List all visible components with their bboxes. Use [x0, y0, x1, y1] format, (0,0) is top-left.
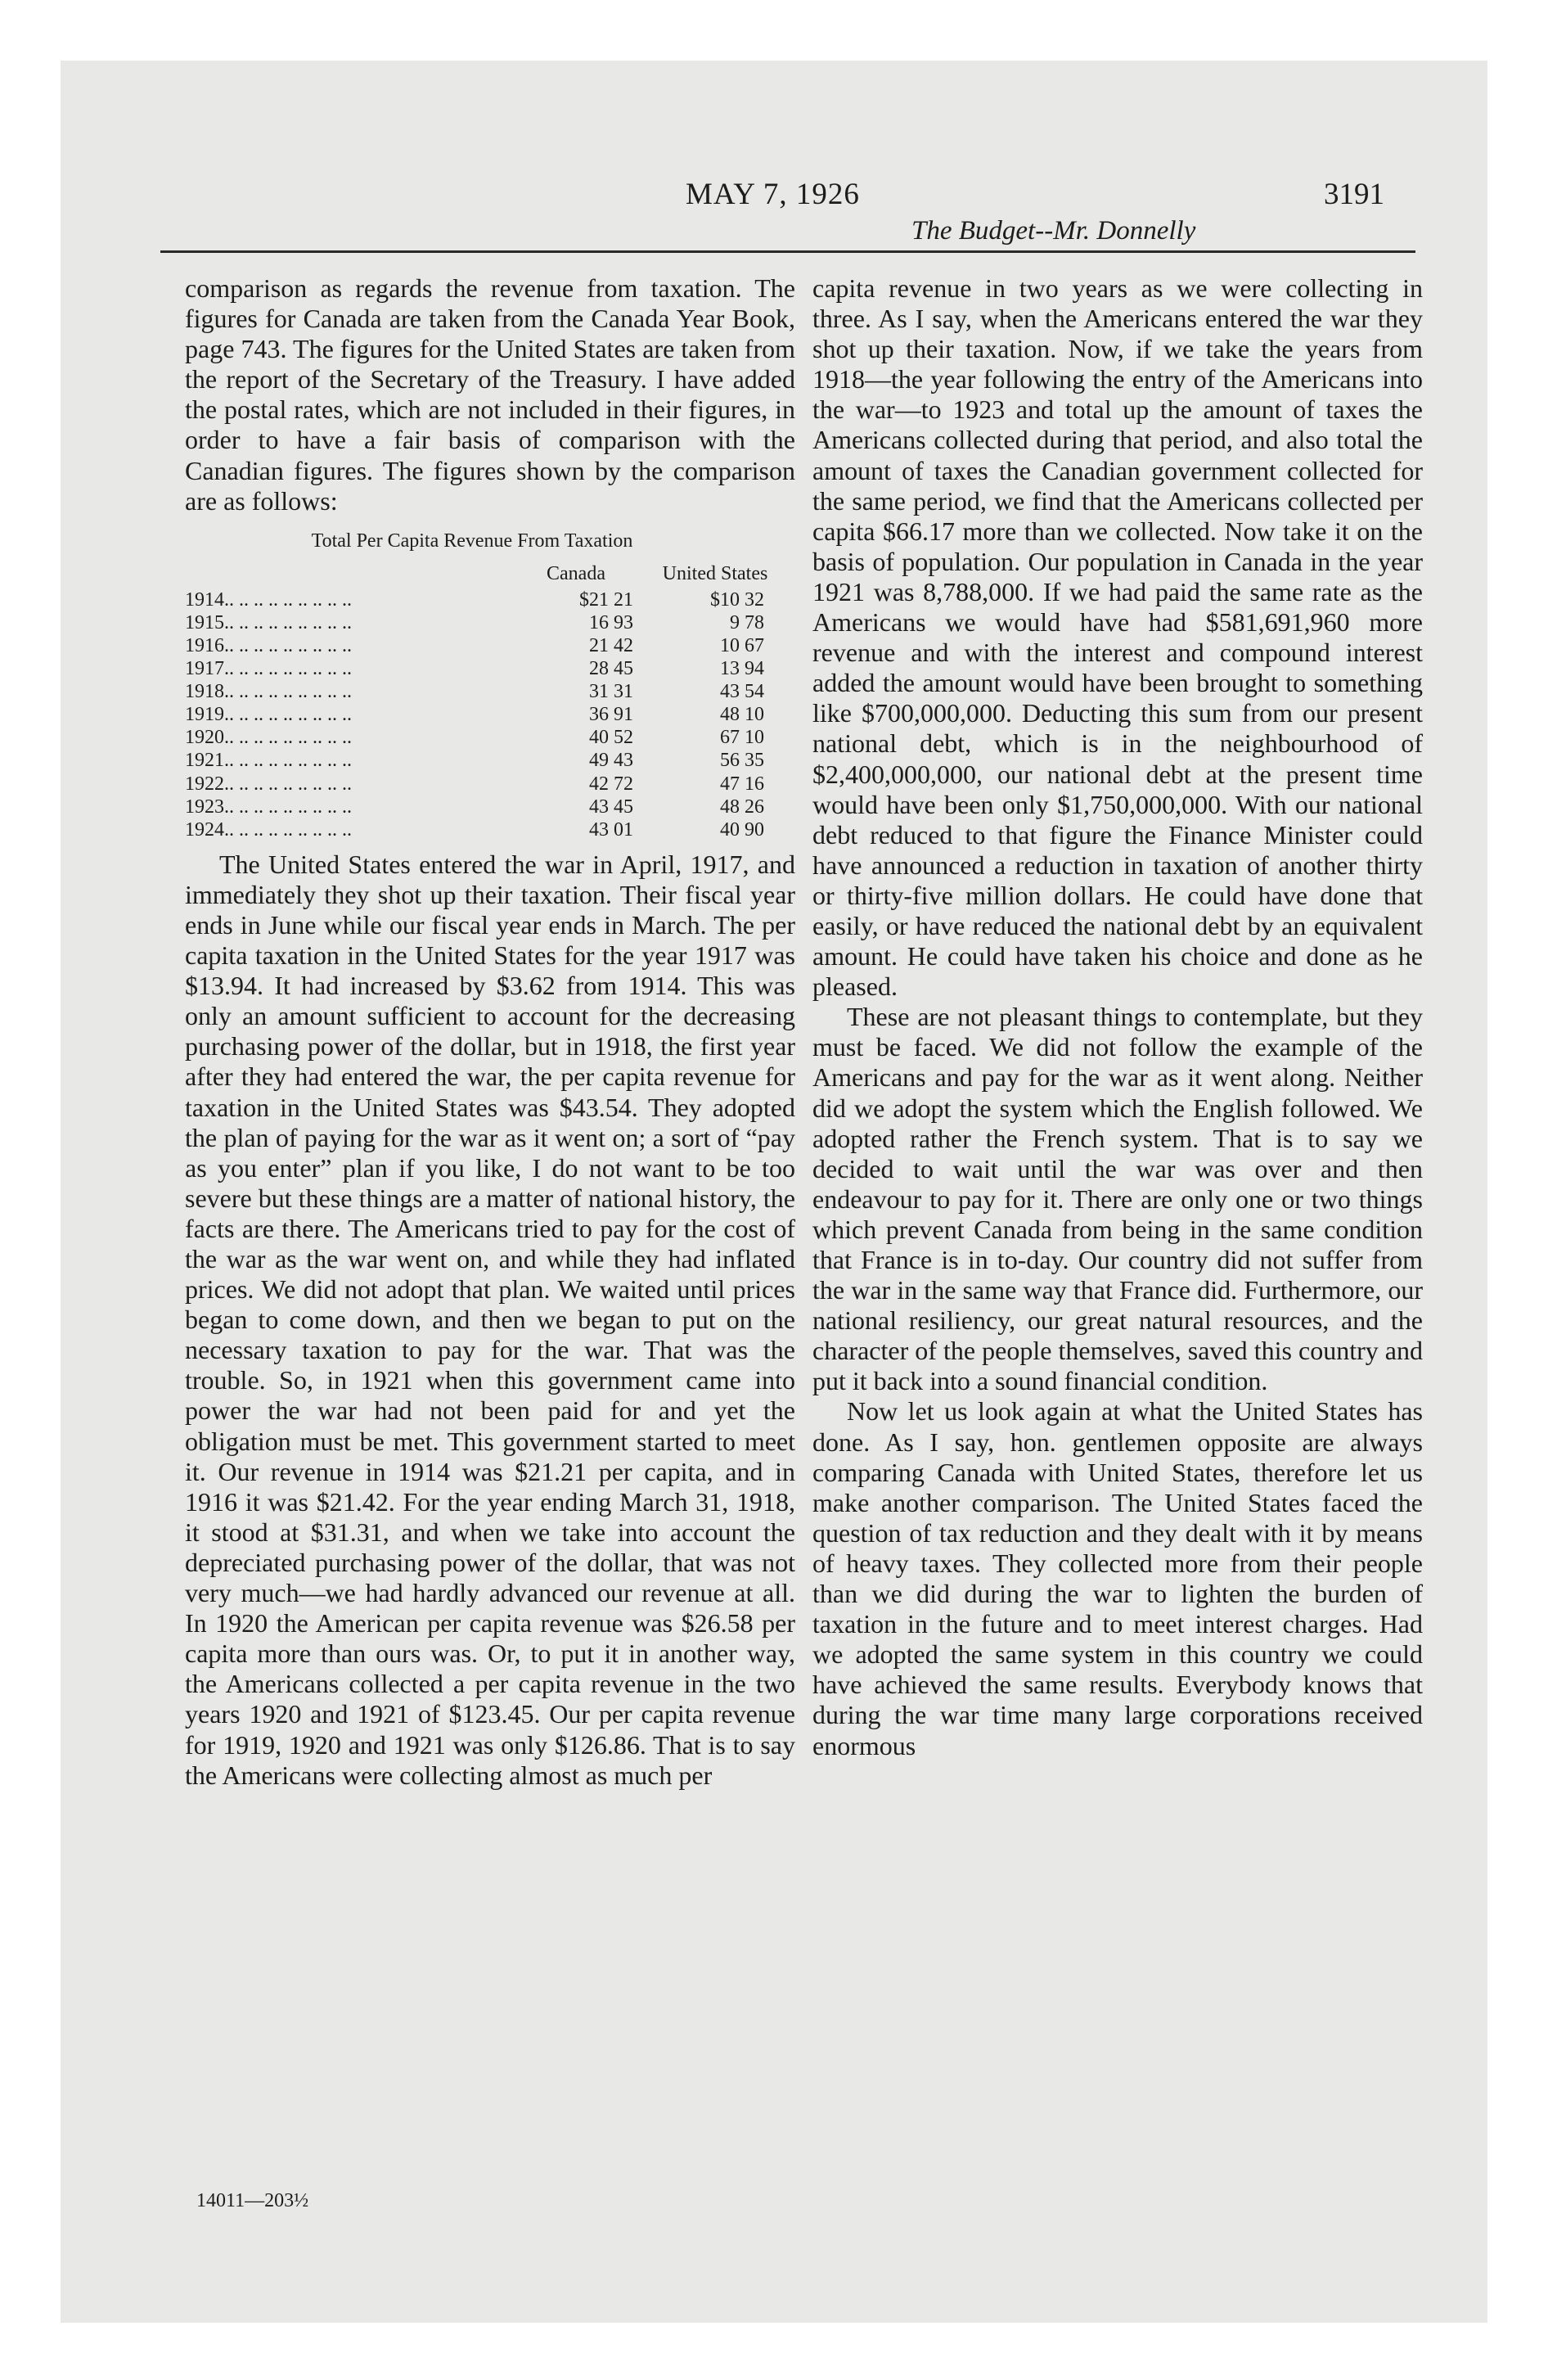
row-canada-value: 16 93	[589, 611, 633, 633]
right-column	[812, 273, 1423, 1761]
row-year: 1923.. .. .. .. .. .. .. .. ..	[185, 796, 352, 818]
row-canada-value: 36 91	[589, 704, 633, 726]
right-paragraph-1: capita revenue in two years as we were collecting in three. As I say, when the Americans entered the war they shot up their taxation. Now, if we take the years from 1918—the year following the entry of the Americans into the war—to 1923 and total up the amount of taxes the Americans collected during that period, and also total the amount of taxes the Canadian government collected for the same period, we find that the Americans collected per capita $66.17 more than we collected. Now take it on the basis of population. Our population in Canada in the year 1921 was 8,788,000. If we had paid the same rate as the Americans we would have had $581,691,960 more revenue and with the interest and compound interest added the amount would have been brought to something like $700,000,000. Deducting this sum from our present national debt, which is in the neighbourhood of $2,400,000,000, our national debt at the present time would have been only $1,750,000,000. With our national debt reduced to that figure the Finance Minister could have announced a reduction in taxation of another thirty or thirty-five million dollars. He could have done that easily, or have reduced the national debt by an equivalent amount. He could have taken his choice and done as he pleased.	[812, 273, 1423, 1002]
row-year: 1915.. .. .. .. .. .. .. .. ..	[185, 611, 352, 633]
row-us-value: 48 26	[720, 796, 764, 818]
row-us-value: 43 54	[720, 681, 764, 703]
row-us-value: 13 94	[720, 658, 764, 680]
page-footnote: 14011—203½	[196, 2190, 309, 2211]
table-row	[185, 680, 795, 703]
row-canada-value: 43 01	[589, 818, 633, 841]
left-paragraph-1: The United States entered the war in April, 1917, and immediately they shot up their taxation. Their fiscal year ends in June while our fiscal year ends in March. The per capita taxation in the United States for the year 1917 was $13.94. It had increased by $3.62 from 1914. This was only an amount sufficient to account for the decreasing purchasing power of the dollar, but in 1918, the first year after they had entered the war, the per capita revenue for taxation in the United States was $43.54. They adopted the plan of paying for the war as it went on; a sort of “pay as you enter” plan if you like, I do not want to be too severe but these things are a matter of national history, the facts are there. The Americans tried to pay for the cost of the war as the war went on, and while they had inflated prices. We did not adopt that plan. We waited until prices began to come down, and then we began to put on the necessary taxation to pay for the war. That was the trouble. So, in 1921 when this government came into power the war had not been paid for and yet the obligation must be met. This government started to meet it. Our revenue in 1914 was $21.21 per capita, and in 1916 it was $21.42. For the year ending March 31, 1918, it stood at $31.31, and when we take into account the depreciated purchasing power of the dollar, that was not very much—we had hardly advanced our revenue at all. In 1920 the American per capita revenue was $26.58 per capita more than ours was. Or, to put it in another way, the Americans collected a per capita revenue in the two years 1920 and 1921 of $123.45. Our per capita revenue for 1919, 1920 and 1921 was only $126.86. That is to say the Americans were collecting almost as much per	[185, 849, 795, 1790]
table-title: Total Per Capita Revenue From Taxation	[311, 530, 633, 552]
table-row	[185, 796, 795, 818]
row-canada-value: 42 72	[589, 773, 633, 795]
row-year: 1919.. .. .. .. .. .. .. .. ..	[185, 704, 352, 726]
row-us-value: 56 35	[720, 750, 764, 772]
table-row	[185, 634, 795, 657]
row-canada-value: 40 52	[589, 727, 633, 749]
table-row	[185, 703, 795, 726]
table-header	[185, 559, 795, 588]
us-header: United States	[662, 562, 768, 584]
row-us-value: 48 10	[720, 704, 764, 726]
table-row	[185, 818, 795, 841]
row-canada-value: 49 43	[589, 750, 633, 772]
row-canada-value: 21 42	[589, 634, 633, 656]
left-column	[185, 273, 795, 1791]
row-canada-value: 28 45	[589, 658, 633, 680]
row-year: 1918.. .. .. .. .. .. .. .. ..	[185, 681, 352, 703]
right-paragraph-2: These are not pleasant things to contemplate, but they must be faced. We did not follow the example of the Americans and pay for the war as it went along. Neither did we adopt the system which the English followed. We adopted rather the French system. That is to say we decided to wait until the war was over and then endeavour to pay for it. There are only one or two things which prevent Canada from being in the same condition that France is in to-day. Our country did not suffer from the war in the same way that France did. Furthermore, our national resiliency, our great natural resources, and the character of the people themselves, saved this country and put it back into a sound financial condition.	[812, 1002, 1423, 1396]
revenue-table	[185, 523, 795, 841]
row-us-value: 10 67	[720, 634, 764, 656]
running-title: The Budget--Mr. Donnelly	[911, 216, 1196, 246]
year-header	[185, 559, 494, 588]
right-paragraph-3: Now let us look again at what the United States has done. As I say, hon. gentlemen opposite are always comparing Canada with United States, therefore let us make another comparison. The United States faced the question of tax reduction and they dealt with it by means of heavy taxes. They collected more from their people than we did during the war to lighten the burden of taxation in the future and to meet interest charges. Had we adopted the same system in this country we could have achieved the same results. Everybody knows that during the war time many large corporations received enormous	[812, 1396, 1423, 1760]
row-canada-value: $21 21	[579, 588, 633, 611]
row-canada-value: 31 31	[589, 681, 633, 703]
row-year: 1921.. .. .. .. .. .. .. .. ..	[185, 750, 352, 772]
table-row	[185, 611, 795, 634]
intro-paragraph: comparison as regards the revenue from taxation. The figures for Canada are taken from the Canada Year Book, page 743. The figures for the United States are taken from the report of the Secretary of the Treasury. I have added the postal rates, which are not included in their figures, in order to have a fair basis of comparison with the Canadian figures. The figures shown by the comparison are as follows:	[185, 273, 795, 516]
row-year: 1914.. .. .. .. .. .. .. .. ..	[185, 588, 352, 611]
row-canada-value: 43 45	[589, 796, 633, 818]
row-us-value: $10 32	[710, 588, 764, 611]
row-year: 1922.. .. .. .. .. .. .. .. ..	[185, 773, 352, 795]
row-us-value: 40 90	[720, 818, 764, 841]
page-number: 3191	[1324, 178, 1384, 211]
row-year: 1920.. .. .. .. .. .. .. .. ..	[185, 727, 352, 749]
row-year: 1917.. .. .. .. .. .. .. .. ..	[185, 658, 352, 680]
row-us-value: 67 10	[720, 727, 764, 749]
row-us-value: 47 16	[720, 773, 764, 795]
table-row	[185, 773, 795, 796]
row-year: 1924.. .. .. .. .. .. .. .. ..	[185, 818, 352, 841]
table-row	[185, 588, 795, 611]
canada-header: Canada	[547, 562, 605, 584]
table-rows	[185, 588, 795, 841]
header-rule	[160, 250, 1415, 253]
header-date: MAY 7, 1926	[686, 178, 860, 211]
table-row	[185, 657, 795, 680]
row-us-value: 9 78	[730, 611, 764, 633]
row-year: 1916.. .. .. .. .. .. .. .. ..	[185, 634, 352, 656]
table-row	[185, 726, 795, 749]
table-row	[185, 749, 795, 772]
